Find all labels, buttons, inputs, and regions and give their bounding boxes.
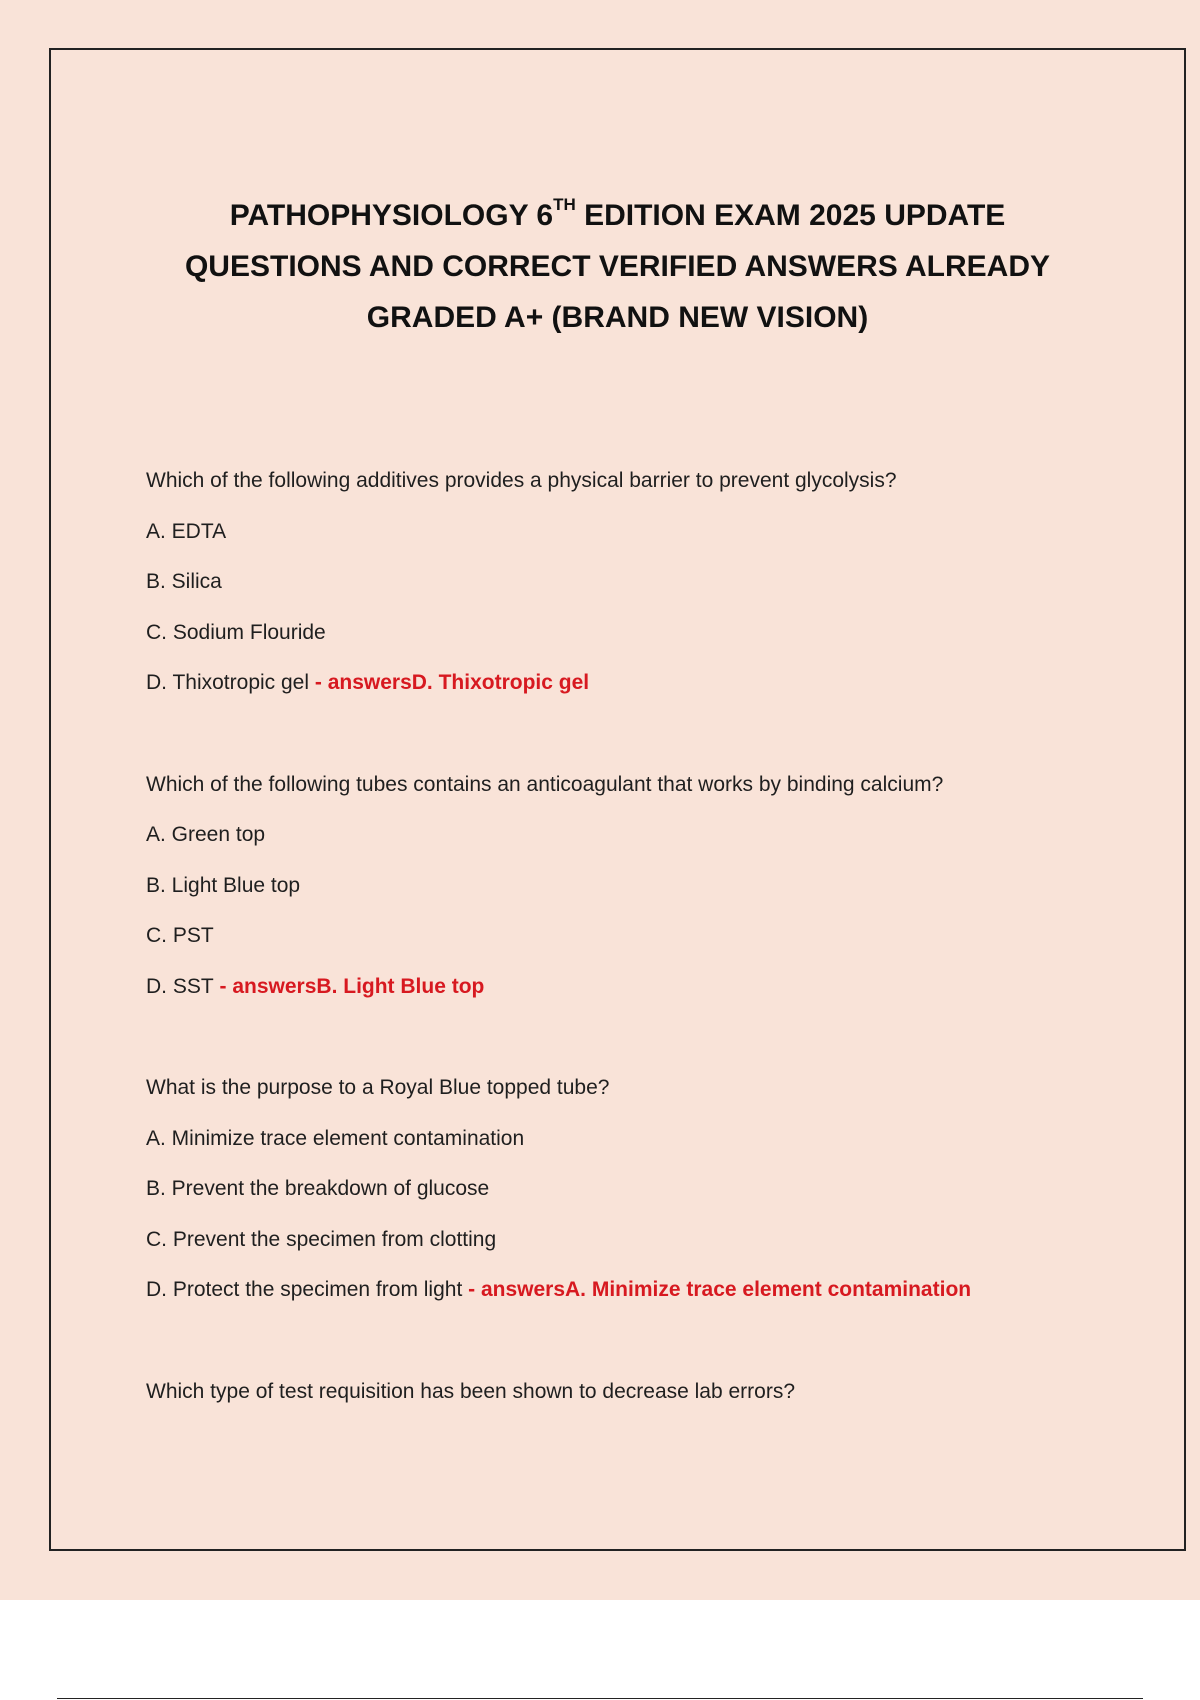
answer-option-text: D. SST xyxy=(146,974,214,998)
correct-answer: - answersD. Thixotropic gel xyxy=(309,671,590,694)
question-list xyxy=(146,463,1146,1475)
question-text: What is the purpose to a Royal Blue topped tube? xyxy=(146,1076,610,1099)
question-block xyxy=(146,1374,1146,1425)
question-block xyxy=(146,463,1146,716)
title-line-3: GRADED A+ (BRAND NEW VISION) xyxy=(366,301,869,334)
question-text: Which type of test requisition has been shown to decrease lab errors? xyxy=(146,1379,796,1403)
answer-option: B. Prevent the breakdown of glucose xyxy=(146,1177,490,1200)
answer-option-last xyxy=(146,969,1146,1020)
question-text: Which of the following tubes contains an anticoagulant that works by binding calcium? xyxy=(146,772,944,796)
title-line-1: PATHOPHYSIOLOGY 6TH EDITION EXAM 2025 UPDATE xyxy=(229,195,1006,232)
answer-option-text: D. Protect the specimen from light xyxy=(146,1278,463,1301)
answer-option-last xyxy=(146,665,1146,716)
title-superscript: TH xyxy=(553,195,576,214)
question-text: Which of the following additives provides a physical barrier to prevent glycolysis? xyxy=(146,469,897,492)
correct-answer: - answersA. Minimize trace element contamination xyxy=(462,1278,972,1301)
answer-option: C. Sodium Flouride xyxy=(146,620,326,644)
answer-option: A. Minimize trace element contamination xyxy=(146,1126,525,1150)
answer-option-text: D. Thixotropic gel xyxy=(146,671,310,694)
answer-option-last xyxy=(146,1272,1146,1323)
correct-answer: - answersB. Light Blue top xyxy=(213,974,485,998)
answer-option: C. Prevent the specimen from clotting xyxy=(146,1227,497,1251)
answer-option: B. Light Blue top xyxy=(146,873,301,897)
question-block xyxy=(146,1070,1146,1323)
document-title xyxy=(0,190,1200,343)
answer-option: A. Green top xyxy=(146,823,266,846)
answer-option: C. PST xyxy=(146,924,214,947)
title-line-2: QUESTIONS AND CORRECT VERIFIED ANSWERS ALREADY xyxy=(184,250,1051,283)
question-block xyxy=(146,767,1146,1020)
answer-option: B. Silica xyxy=(146,570,222,593)
footer-divider xyxy=(57,1698,1143,1699)
answer-option: A. EDTA xyxy=(146,519,227,543)
